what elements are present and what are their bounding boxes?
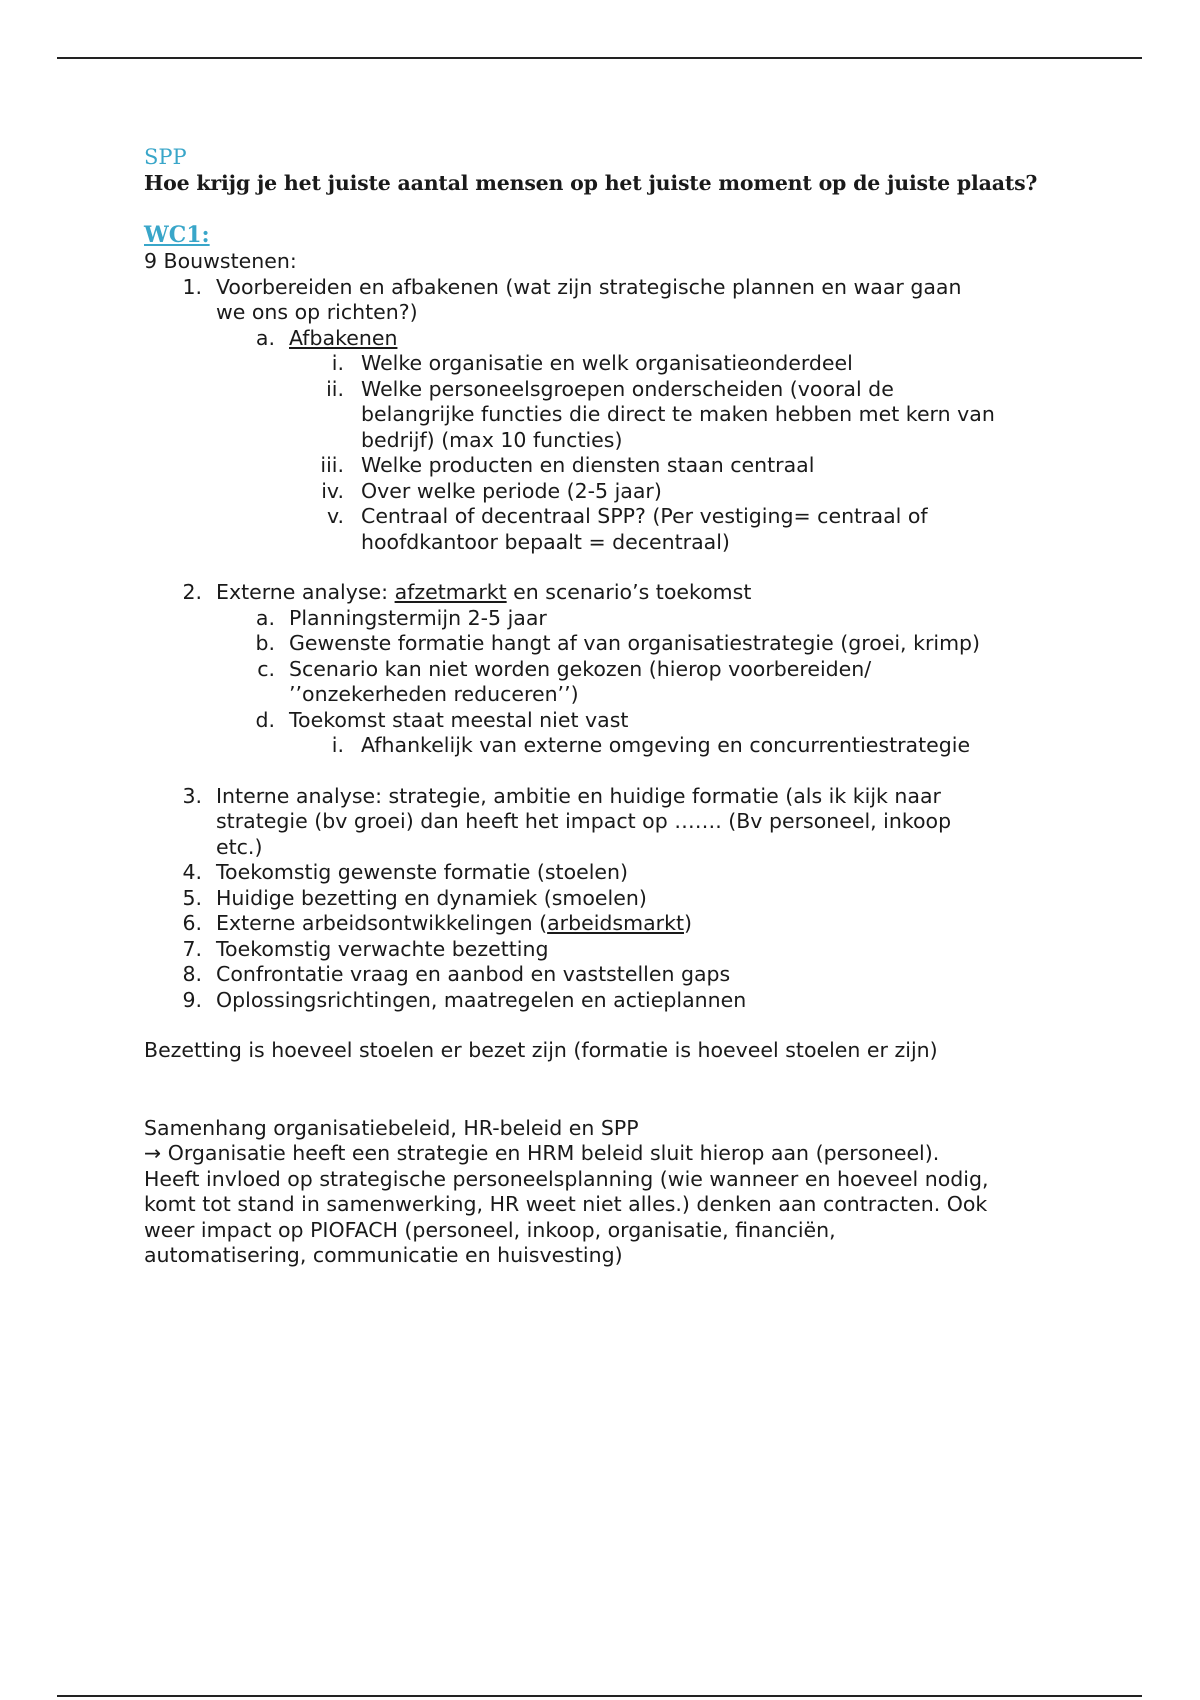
document-title: SPP [144, 145, 187, 169]
underlined-term-afzetmarkt: afzetmarkt [394, 580, 507, 604]
list-number: 3. [182, 783, 202, 808]
item-text: Centraal of decentraal SPP? (Per vestiging= centraal of [361, 504, 928, 528]
step-text: Toekomstig gewenste formatie (stoelen) [216, 860, 629, 884]
item-text: Welke personeelsgroepen onderscheiden (vooral de [361, 376, 894, 401]
list-item-step-2d-i [144, 733, 1064, 759]
list-number: 5. [182, 885, 202, 910]
list-letter: a. [255, 605, 275, 630]
item-text: Scenario kan niet worden gekozen (hierop voorbereiden/ [289, 656, 872, 681]
intro-text: 9 Bouwstenen: [144, 249, 297, 273]
list-item-step-1a [144, 326, 1064, 352]
list-item-step-1a-ii [144, 377, 1064, 454]
list-item-step-2c [144, 657, 1064, 708]
list-roman: i. [331, 351, 344, 375]
header-rule [57, 57, 1142, 59]
list-item-step-1a-iii [144, 453, 1064, 479]
list-letter: b. [255, 631, 275, 655]
step-text: ) [683, 911, 692, 935]
step-text: Huidige bezetting en dynamiek (smoelen) [216, 885, 647, 910]
list-number: 6. [182, 911, 202, 935]
list-item-step-2b [144, 631, 1064, 657]
list-item-step-1a-i [144, 351, 1064, 377]
step-text: Confrontatie vraag en aanbod en vaststellen gaps [216, 962, 731, 986]
list-letter: c. [257, 656, 275, 681]
list-letter: d. [255, 707, 275, 732]
list-number: 2. [182, 580, 202, 604]
list-item-step-2 [144, 580, 1064, 606]
samenhang-text: → Organisatie heeft een strategie en HRM beleid sluit hierop aan (personeel). [144, 1141, 940, 1165]
list-number: 8. [182, 962, 202, 986]
list-roman: i. [331, 733, 344, 757]
samenhang-text: Heeft invloed op strategische personeelsplanning (wie wanneer en hoeveel nodig, [144, 1166, 989, 1191]
item-text: bedrijf) (max 10 functies) [361, 427, 623, 452]
list-item-step-4 [144, 860, 1064, 886]
list-item-step-1a-v [144, 504, 1064, 555]
list-letter: a. [255, 325, 275, 350]
samenhang-text: komt tot stand in samenwerking, HR weet niet alles.) denken aan contracten. Ook [144, 1192, 988, 1216]
list-roman: iv. [321, 478, 344, 503]
list-item-step-6 [144, 911, 1064, 937]
section-heading-wc1: WC1: [144, 222, 210, 248]
item-text: belangrijke functies die direct te maken hebben met kern van [361, 402, 995, 426]
list-item-step-1 [144, 275, 1064, 326]
list-item-step-9 [144, 988, 1064, 1014]
samenhang-text: automatisering, communicatie en huisvesting) [144, 1243, 623, 1267]
step-text: etc.) [216, 834, 263, 859]
item-text: Afhankelijk van externe omgeving en concurrentiestrategie [361, 733, 971, 757]
item-text: Planningstermijn 2-5 jaar [289, 605, 547, 630]
item-text: Over welke periode (2-5 jaar) [361, 478, 662, 503]
list-number: 7. [182, 936, 202, 961]
list-number: 4. [182, 860, 202, 884]
item-text: Welke organisatie en welk organisatieonderdeel [361, 351, 853, 375]
underlined-term-arbeidsmarkt: arbeidsmarkt [547, 911, 684, 935]
list-number: 9. [182, 987, 202, 1012]
step-text: Interne analyse: strategie, ambitie en huidige formatie (als ik kijk naar [216, 783, 941, 808]
item-text: hoofdkantoor bepaalt = decentraal) [361, 529, 730, 554]
step-text: strategie (bv groei) dan heeft het impact op ……. (Bv personeel, inkoop [216, 809, 952, 833]
item-text: Toekomst staat meestal niet vast [289, 707, 629, 732]
step-text: Externe analyse: [216, 580, 395, 604]
step-text: we ons op richten?) [216, 300, 418, 324]
list-item-step-2d [144, 708, 1064, 734]
list-item-step-1a-iv [144, 479, 1064, 505]
item-text: Welke producten en diensten staan centraal [361, 453, 815, 477]
step-text: Oplossingsrichtingen, maatregelen en actieplannen [216, 987, 747, 1012]
list-roman: iii. [320, 453, 344, 477]
item-text: Gewenste formatie hangt af van organisatiestrategie (groei, krimp) [289, 631, 981, 655]
list-item-step-2a [144, 606, 1064, 632]
list-number: 1. [182, 274, 202, 299]
step-text: Toekomstig verwachte bezetting [216, 936, 549, 961]
item-text: ’’onzekerheden reduceren’’) [289, 682, 579, 706]
samenhang-text: weer impact op PIOFACH (personeel, inkoop, organisatie, financiën, [144, 1217, 836, 1242]
definition-paragraph: Bezetting is hoeveel stoelen er bezet zijn (formatie is hoeveel stoelen er zijn) [144, 1038, 938, 1062]
list-item-step-7 [144, 937, 1064, 963]
list-item-step-3 [144, 784, 1064, 861]
list-item-step-5 [144, 886, 1064, 912]
step-text: en scenario’s toekomst [506, 580, 752, 604]
list-item-step-8 [144, 962, 1064, 988]
step-text: Externe arbeidsontwikkelingen ( [216, 911, 548, 935]
central-question: Hoe krijg je het juiste aantal mensen op het juiste moment op de juiste plaats? [144, 171, 1038, 195]
sub-heading-afbakenen: Afbakenen [289, 325, 398, 350]
step-text: Voorbereiden en afbakenen (wat zijn strategische plannen en waar gaan [216, 274, 962, 299]
document-body [144, 145, 1064, 1269]
footer-rule [57, 1695, 1142, 1697]
list-roman: ii. [326, 376, 344, 401]
samenhang-heading: Samenhang organisatiebeleid, HR-beleid en SPP [144, 1115, 639, 1140]
list-roman: v. [326, 504, 344, 528]
